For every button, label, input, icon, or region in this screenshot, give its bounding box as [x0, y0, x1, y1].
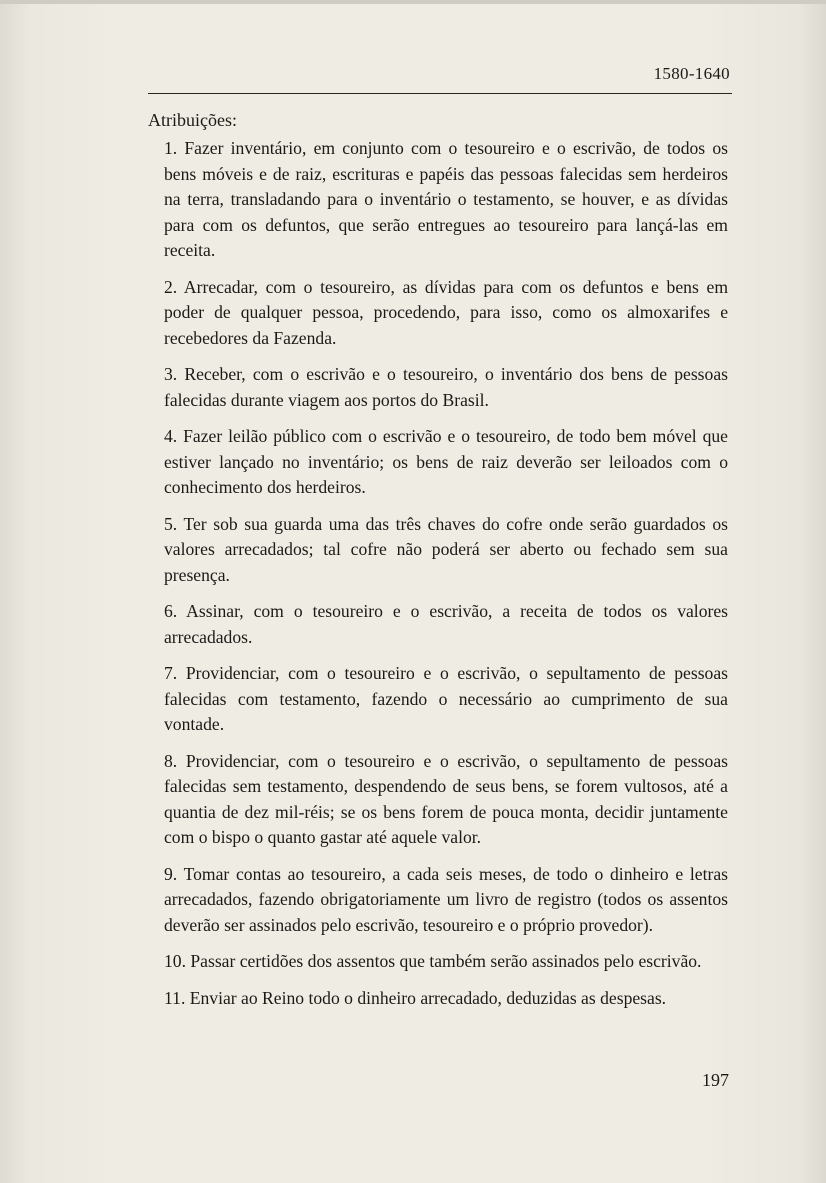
list-item: 5. Ter sob sua guarda uma das três chaves do cofre onde serão guardados os valores arrecadados; tal cofre não poderá ser aberto ou fechado sem sua presença.	[164, 513, 728, 585]
list-item: 8. Providenciar, com o tesoureiro e o escrivão, o sepultamento de pessoas falecidas sem testamento, despendendo de seus bens, se forem vultosos, até a quantia de dez mil-réis; se os bens forem de pouca monta, decidir juntamente com o bispo o quanto gastar até aquele valor.	[164, 750, 728, 847]
list-item: 11. Enviar ao Reino todo o dinheiro arrecadado, deduzidas as despesas.	[164, 987, 667, 1008]
list-item: 6. Assinar, com o tesoureiro e o escrivão, a receita de todos os valores arrecadados.	[164, 601, 728, 647]
list-item: 3. Receber, com o escrivão e o tesoureiro, o inventário dos bens de pessoas falecidas durante viagem aos portos do Brasil.	[164, 364, 728, 410]
list-item: 9. Tomar contas ao tesoureiro, a cada seis meses, de todo o dinheiro e letras arrecadados, fazendo obrigatoriamente um livro de registro (todos os assentos deverão ser assinados pelo escrivão, tesoureiro e o próprio provedor).	[164, 863, 728, 935]
list-item: 7. Providenciar, com o tesoureiro e o escrivão, o sepultamento de pessoas falecidas com testamento, fazendo o necessário ao cumprimento de sua vontade.	[164, 663, 728, 734]
list-item: 2. Arrecadar, com o tesoureiro, as dívidas para com os defuntos e bens em poder de qualquer pessoa, procedendo, para isso, como os almoxarifes e recebedores da Fazenda.	[164, 276, 728, 348]
list-item: 10. Passar certidões dos assentos que também serão assinados pelo escrivão.	[164, 951, 702, 971]
page-number: 197	[702, 1070, 729, 1090]
attributions-list	[164, 136, 728, 1022]
header-rule	[148, 93, 732, 94]
section-label: Atribuições:	[148, 110, 237, 130]
running-header-period: 1580-1640	[653, 64, 730, 83]
page-top-edge	[0, 0, 826, 4]
list-item: 1. Fazer inventário, em conjunto com o tesoureiro e o escrivão, de todos os bens móveis e de raiz, escrituras e papéis das pessoas falecidas sem herdeiros na terra, transladando para o inventário o testamento, se houver, e as dívidas para com os defuntos, que serão entregues ao tesoureiro para lançá-las em receita.	[164, 138, 728, 260]
list-item: 4. Fazer leilão público com o escrivão e o tesoureiro, de todo bem móvel que estiver lançado no inventário; os bens de raiz deverão ser leiloados com o conhecimento dos herdeiros.	[164, 426, 728, 497]
